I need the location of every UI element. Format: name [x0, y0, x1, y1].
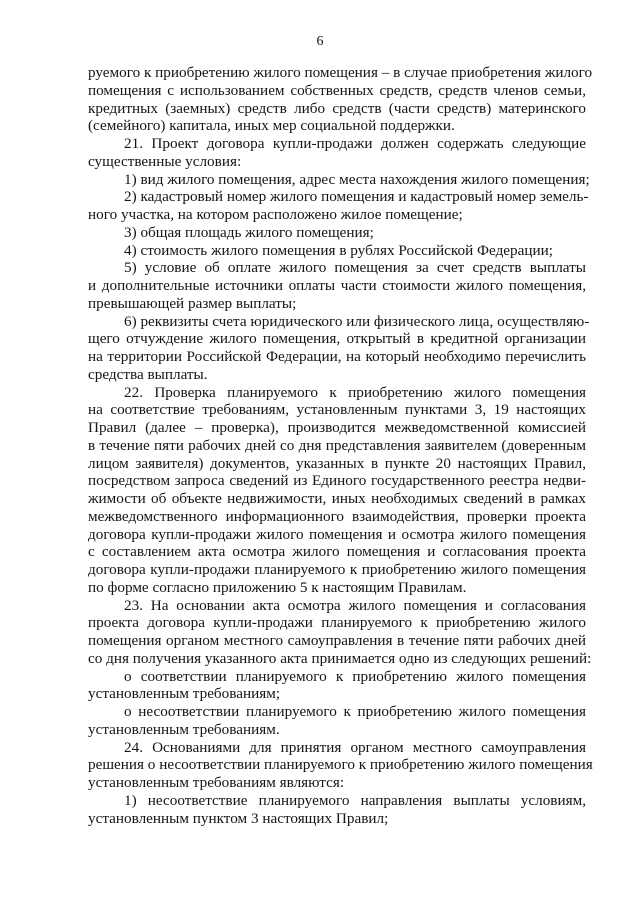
text-line: в течение пяти рабочих дней со дня представления заявителем (доверенным	[88, 436, 586, 454]
text-line: на соответствие требованиям, установленным пунктами 3, 19 настоящих	[88, 401, 586, 419]
text-line: 1) вид жилого помещения, адрес места нахождения жилого помещения;	[124, 170, 590, 188]
text-line: Правил (далее – проверка), производится межведомственной комиссией	[88, 419, 586, 436]
text-line: (семейного) капитала, иных мер социальной поддержки.	[88, 117, 455, 135]
text-line: 21. Проект договора купли-продажи должен содержать следующие	[124, 135, 586, 152]
text-line: средства выплаты.	[88, 365, 208, 383]
text-line: посредством запроса сведений из Единого государственного реестра недви-	[88, 472, 586, 490]
text-line: установленным требованиям;	[88, 685, 281, 703]
text-line: лицом заявителя) документов, указанных в пункте 20 настоящих Правил,	[88, 454, 586, 472]
text-line: 22. Проверка планируемого к приобретению жилого помещения	[124, 383, 586, 401]
text-line: установленным пунктом 3 настоящих Правил;	[88, 809, 389, 827]
text-line: кредитных (заемных) средств либо средств (части средств) материнского	[88, 99, 586, 117]
text-line: помещения с использованием собственных средств, средств членов семьи,	[88, 81, 586, 99]
text-line: руемого к приобретению жилого помещения – в случае приобретения жилого	[88, 64, 593, 81]
text-line: существенные условия:	[88, 152, 242, 170]
text-line: помещения органом местного самоуправления в течение пяти рабочих дней	[88, 632, 586, 649]
text-line: проекта договора купли-продажи планируемого к приобретению жилого	[88, 614, 586, 632]
document-body	[88, 64, 593, 827]
text-line: договора купли-продажи жилого помещения и осмотра жилого помещения	[88, 525, 586, 543]
text-line: межведомственного информационного взаимодействия, проверки проекта	[88, 507, 586, 525]
text-line: на территории Российской Федерации, на который необходимо перечислить	[88, 348, 586, 365]
text-line: о соответствии планируемого к приобретению жилого помещения	[124, 667, 586, 685]
text-line: установленным требованиям.	[88, 720, 280, 738]
text-line: со дня получения указанного акта принимается одно из следующих решений:	[88, 649, 592, 667]
text-line: решения о несоответствии планируемого к приобретению жилого помещения	[88, 756, 593, 774]
text-line: ного участка, на котором расположено жилое помещение;	[88, 206, 463, 223]
text-line: установленным требованиям являются:	[88, 774, 345, 791]
text-line: 4) стоимость жилого помещения в рублях Российской Федерации;	[124, 241, 553, 259]
text-line: по форме согласно приложению 5 к настоящим Правилам.	[88, 578, 467, 596]
text-line: 5) условие об оплате жилого помещения за счет средств выплаты	[124, 259, 586, 277]
text-line: жимости об объекте недвижимости, иных необходимых сведений в рамках	[88, 490, 586, 507]
text-line: договора купли-продажи планируемого к приобретению жилого помещения	[88, 561, 586, 578]
text-line: с составлением акта осмотра жилого помещения и согласования проекта	[88, 543, 586, 561]
text-line: 24. Основаниями для принятия органом местного самоуправления	[124, 738, 586, 756]
text-line: и дополнительные источники оплаты части стоимости жилого помещения,	[88, 277, 586, 294]
text-line: 2) кадастровый номер жилого помещения и кадастровый номер земель-	[124, 188, 589, 206]
text-line: щего отчуждение жилого помещения, открытый в кредитной организации	[88, 330, 586, 348]
text-line: превышающей размер выплаты;	[88, 294, 297, 312]
page-number: 6	[316, 34, 324, 49]
text-line: 6) реквизиты счета юридического или физического лица, осуществляю-	[124, 312, 590, 330]
text-line: 23. На основании акта осмотра жилого помещения и согласования	[124, 596, 586, 614]
text-line: 3) общая площадь жилого помещения;	[124, 223, 374, 241]
text-line: о несоответствии планируемого к приобретению жилого помещения	[124, 703, 586, 720]
text-line: 1) несоответствие планируемого направления выплаты условиям,	[124, 791, 586, 809]
